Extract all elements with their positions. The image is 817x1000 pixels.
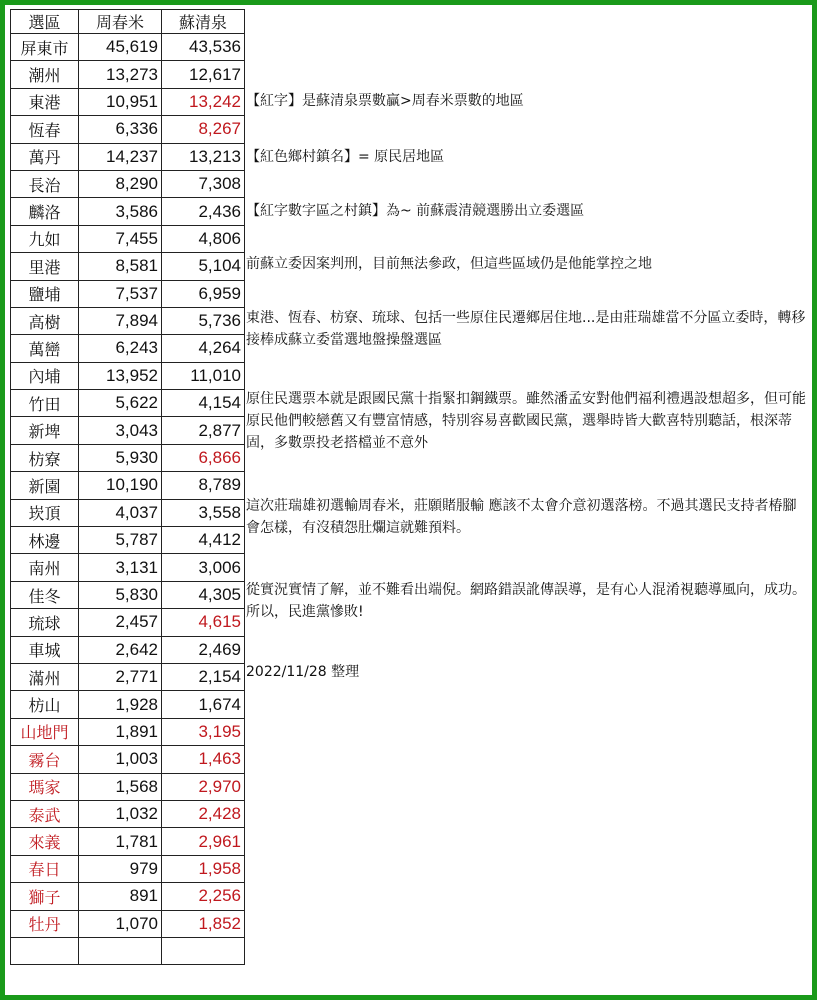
su-votes-cell: 1,463: [162, 746, 245, 773]
su-votes-cell: 4,615: [162, 609, 245, 636]
zhou-votes-cell: 1,781: [79, 828, 162, 855]
district-name-cell: 泰武: [11, 800, 79, 827]
district-name-cell: 南州: [11, 554, 79, 581]
table-row: [11, 499, 245, 526]
zhou-votes-cell: 3,131: [79, 554, 162, 581]
district-name-cell: 屏東市: [11, 34, 79, 61]
su-votes-cell: 4,806: [162, 225, 245, 252]
table-row: [11, 609, 245, 636]
su-votes-cell: 2,154: [162, 663, 245, 690]
table-row: [11, 253, 245, 280]
zhou-votes-cell: 5,622: [79, 390, 162, 417]
table-row: [11, 444, 245, 471]
table-row: [11, 663, 245, 690]
zhou-votes-cell: 5,787: [79, 527, 162, 554]
su-votes-cell: 2,970: [162, 773, 245, 800]
table-row: [11, 636, 245, 663]
district-name-cell: 林邊: [11, 527, 79, 554]
zhou-votes-cell: 6,336: [79, 116, 162, 143]
table-row: [11, 335, 245, 362]
district-name-cell: 牡丹: [11, 910, 79, 937]
table-row: [11, 472, 245, 499]
su-votes-cell: 2,428: [162, 800, 245, 827]
district-name-cell: 麟洛: [11, 198, 79, 225]
note-primary-result: 這次莊瑞雄初選輸周春米，莊願賭服輸 應該不太會介意初選落榜。不過其選民支持者椿腳會怎樣，有沒積怨肚爛這就難預料。: [246, 498, 797, 536]
district-name-cell: 鹽埔: [11, 280, 79, 307]
su-votes-cell: 2,877: [162, 417, 245, 444]
district-name-cell: 竹田: [11, 390, 79, 417]
zhou-votes-cell: 13,952: [79, 362, 162, 389]
note-date: 2022/11/28 整理: [246, 664, 360, 680]
vote-table-container: [10, 9, 244, 965]
su-votes-cell: 3,195: [162, 718, 245, 745]
zhou-votes-cell: 2,457: [79, 609, 162, 636]
zhou-votes-cell: 1,891: [79, 718, 162, 745]
district-name-cell: 春日: [11, 855, 79, 882]
note-red-number-towns: 【紅字數字區之村鎮】為~ 前蘇震清競選勝出立委選區: [246, 203, 585, 219]
table-row: [11, 307, 245, 334]
zhou-votes-cell: 8,290: [79, 170, 162, 197]
zhou-votes-cell: 3,586: [79, 198, 162, 225]
su-votes-cell: 3,558: [162, 499, 245, 526]
note-red-town-meaning: 【紅色鄉村鎮名】= 原民居地區: [246, 149, 445, 165]
zhou-votes-cell: 7,537: [79, 280, 162, 307]
note-constituency-handover: 東港、恆春、枋寮、琉球、包括一些原住民遷鄉居住地...是由莊瑞雄當不分區立委時，轉移接棒成蘇立委當選地盤操盤選區: [246, 310, 806, 348]
zhou-votes-cell: 10,951: [79, 88, 162, 115]
su-votes-cell: 1,958: [162, 855, 245, 882]
table-row: [11, 800, 245, 827]
zhou-votes-cell: 1,032: [79, 800, 162, 827]
table-row: [11, 883, 245, 910]
table-row: [11, 527, 245, 554]
zhou-votes-cell: 45,619: [79, 34, 162, 61]
table-row: [11, 581, 245, 608]
header-district: 選區: [11, 10, 79, 34]
zhou-votes-cell: 7,455: [79, 225, 162, 252]
zhou-votes-cell: 2,642: [79, 636, 162, 663]
su-votes-cell: 6,959: [162, 280, 245, 307]
su-votes-cell: 2,436: [162, 198, 245, 225]
district-name-cell: 萬巒: [11, 335, 79, 362]
su-votes-cell: 2,469: [162, 636, 245, 663]
table-row: [11, 88, 245, 115]
district-name-cell: 瑪家: [11, 773, 79, 800]
su-votes-cell: 2,256: [162, 883, 245, 910]
su-votes-cell: 13,242: [162, 88, 245, 115]
zhou-votes-cell: 1,928: [79, 691, 162, 718]
table-row: [11, 362, 245, 389]
table-row: [11, 170, 245, 197]
note-indigenous-votes: 原住民選票本就是跟國民黨十指緊扣鋼鐵票。雖然潘孟安對他們福利禮遇設想超多，但可能原民他們較戀舊又有豐富情感，特別容易喜歡國民黨，選舉時皆大歡喜特別聽話，根深蒂固，多數票投老搭檔並不意外: [246, 391, 806, 451]
district-name-cell: 潮州: [11, 61, 79, 88]
district-name-cell: 枋山: [11, 691, 79, 718]
district-name-cell: 高樹: [11, 307, 79, 334]
district-name-cell: 琉球: [11, 609, 79, 636]
district-name-cell: 東港: [11, 88, 79, 115]
table-row: [11, 937, 245, 964]
su-votes-cell: 4,412: [162, 527, 245, 554]
zhou-votes-cell: 1,070: [79, 910, 162, 937]
table-row: [11, 773, 245, 800]
su-votes-cell: 1,674: [162, 691, 245, 718]
su-votes-cell: 1,852: [162, 910, 245, 937]
district-name-cell: 山地門: [11, 718, 79, 745]
table-row: [11, 34, 245, 61]
zhou-votes-cell: 1,568: [79, 773, 162, 800]
su-votes-cell: 4,305: [162, 581, 245, 608]
table-row: [11, 718, 245, 745]
table-row: [11, 554, 245, 581]
district-name-cell: 萬丹: [11, 143, 79, 170]
zhou-votes-cell: 10,190: [79, 472, 162, 499]
su-votes-cell: 5,736: [162, 307, 245, 334]
su-votes-cell: [162, 937, 245, 964]
district-name-cell: 枋寮: [11, 444, 79, 471]
zhou-votes-cell: 7,894: [79, 307, 162, 334]
district-name-cell: [11, 937, 79, 964]
district-name-cell: 崁頂: [11, 499, 79, 526]
table-row: [11, 390, 245, 417]
table-body: [11, 34, 245, 965]
district-name-cell: 長治: [11, 170, 79, 197]
su-votes-cell: 4,264: [162, 335, 245, 362]
zhou-votes-cell: [79, 937, 162, 964]
district-name-cell: 內埔: [11, 362, 79, 389]
district-name-cell: 霧台: [11, 746, 79, 773]
su-votes-cell: 12,617: [162, 61, 245, 88]
zhou-votes-cell: 1,003: [79, 746, 162, 773]
su-votes-cell: 6,866: [162, 444, 245, 471]
zhou-votes-cell: 3,043: [79, 417, 162, 444]
su-votes-cell: 8,267: [162, 116, 245, 143]
table-row: [11, 198, 245, 225]
su-votes-cell: 11,010: [162, 362, 245, 389]
table-row: [11, 280, 245, 307]
su-votes-cell: 4,154: [162, 390, 245, 417]
district-name-cell: 新埤: [11, 417, 79, 444]
zhou-votes-cell: 979: [79, 855, 162, 882]
zhou-votes-cell: 4,037: [79, 499, 162, 526]
note-conclusion: 從實況實情了解，並不難看出端倪。網路錯誤訛傳誤導，是有心人混淆視聽導風向，成功。所以，民進黨慘敗!: [246, 582, 806, 620]
su-votes-cell: 5,104: [162, 253, 245, 280]
table-row: [11, 116, 245, 143]
zhou-votes-cell: 891: [79, 883, 162, 910]
district-name-cell: 新園: [11, 472, 79, 499]
table-row: [11, 746, 245, 773]
table-row: [11, 691, 245, 718]
district-name-cell: 獅子: [11, 883, 79, 910]
table-row: [11, 828, 245, 855]
header-candidate-zhou: 周春米: [79, 10, 162, 34]
su-votes-cell: 43,536: [162, 34, 245, 61]
district-name-cell: 車城: [11, 636, 79, 663]
district-name-cell: 佳冬: [11, 581, 79, 608]
table-header-row: [11, 10, 245, 34]
note-former-legislator: 前蘇立委因案判刑，目前無法參政，但這些區域仍是他能掌控之地: [246, 256, 652, 272]
district-name-cell: 恆春: [11, 116, 79, 143]
table-row: [11, 910, 245, 937]
zhou-votes-cell: 14,237: [79, 143, 162, 170]
table-row: [11, 417, 245, 444]
su-votes-cell: 2,961: [162, 828, 245, 855]
district-name-cell: 來義: [11, 828, 79, 855]
su-votes-cell: 8,789: [162, 472, 245, 499]
district-name-cell: 九如: [11, 225, 79, 252]
table-row: [11, 225, 245, 252]
note-red-text-meaning: 【紅字】是蘇清泉票數贏>周春米票數的地區: [246, 93, 524, 109]
su-votes-cell: 3,006: [162, 554, 245, 581]
district-name-cell: 里港: [11, 253, 79, 280]
zhou-votes-cell: 5,830: [79, 581, 162, 608]
su-votes-cell: 7,308: [162, 170, 245, 197]
zhou-votes-cell: 6,243: [79, 335, 162, 362]
su-votes-cell: 13,213: [162, 143, 245, 170]
table-row: [11, 143, 245, 170]
zhou-votes-cell: 13,273: [79, 61, 162, 88]
header-candidate-su: 蘇清泉: [162, 10, 245, 34]
zhou-votes-cell: 5,930: [79, 444, 162, 471]
table-row: [11, 61, 245, 88]
table-row: [11, 855, 245, 882]
vote-table: [10, 9, 245, 965]
zhou-votes-cell: 8,581: [79, 253, 162, 280]
zhou-votes-cell: 2,771: [79, 663, 162, 690]
district-name-cell: 滿州: [11, 663, 79, 690]
